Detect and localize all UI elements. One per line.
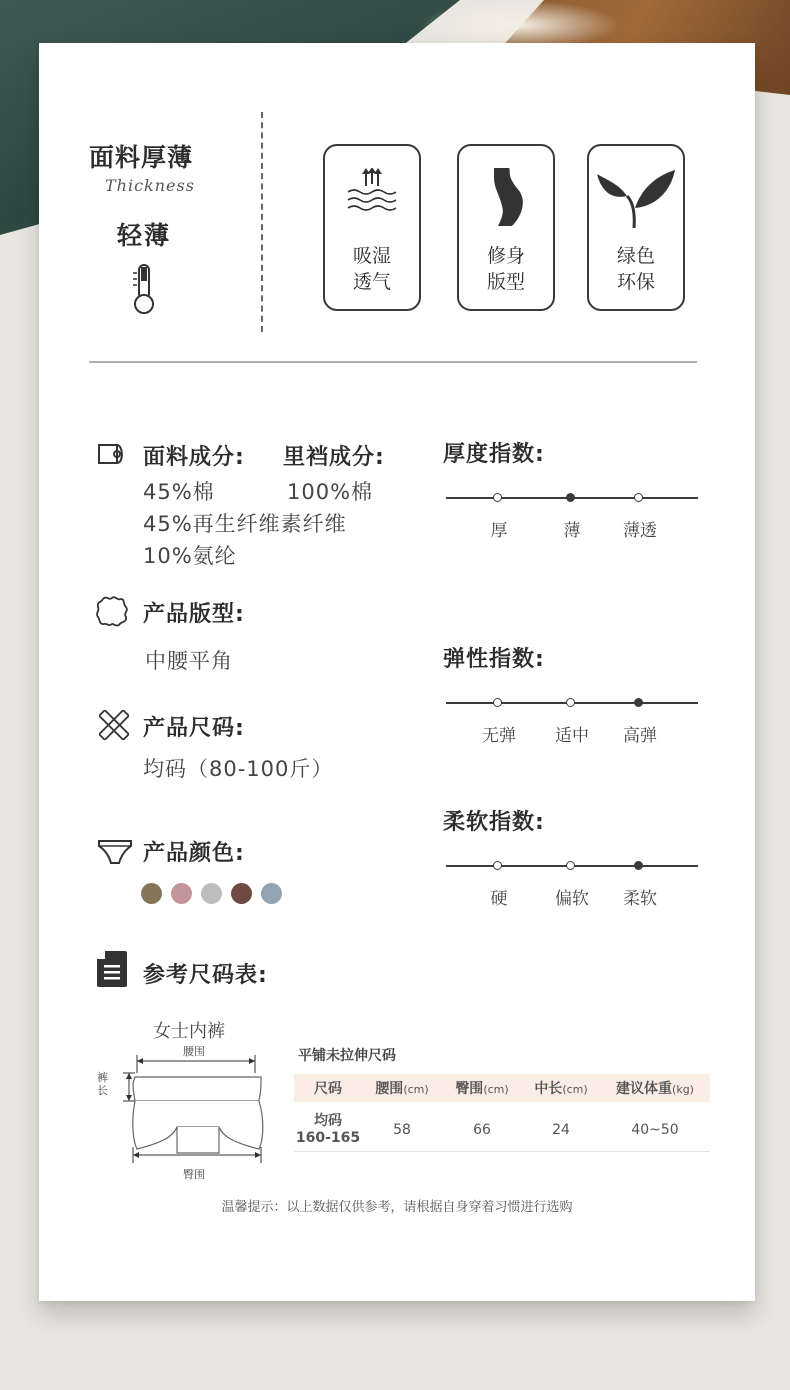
cell-length: 24 — [552, 1121, 570, 1138]
fabric-line-3: 10%氨纶 — [143, 544, 237, 568]
header-hip: 臀围(cm) — [455, 1081, 509, 1097]
scale-dot — [493, 861, 502, 870]
scale-option: 柔软 — [623, 889, 657, 909]
feature-label-line2: 版型 — [486, 271, 525, 293]
lining-value: 100%棉 — [287, 480, 374, 504]
cell-waist: 58 — [393, 1121, 411, 1138]
header-size: 尺码 — [314, 1081, 342, 1097]
scale-dot — [566, 698, 575, 707]
size-value: 均码（80-100斤） — [143, 757, 334, 781]
header-weight: 建议体重(kg) — [616, 1081, 694, 1097]
feature-label-line1: 吸湿 — [352, 245, 391, 267]
scale-dot — [566, 861, 575, 870]
scale-dot-selected — [634, 861, 643, 870]
tip-note: 温馨提示：以上数据仅供参考，请根据自身穿着习惯进行选购 — [221, 1200, 573, 1215]
leaf-sprout-icon — [597, 168, 675, 230]
scale-dot-selected — [634, 698, 643, 707]
feature-breathable — [323, 144, 421, 311]
softness-index-title: 柔软指数: — [443, 810, 545, 835]
cell-weight: 40~50 — [631, 1121, 679, 1138]
thickness-subtitle: Thickness — [105, 176, 195, 195]
scale-option: 适中 — [555, 726, 589, 746]
table-caption: 平铺未拉伸尺码 — [298, 1048, 396, 1064]
underwear-icon — [97, 838, 133, 866]
scale-option: 偏软 — [555, 889, 589, 909]
color-label: 产品颜色: — [143, 841, 245, 866]
header-length: 中长(cm) — [534, 1081, 588, 1097]
thickness-value: 轻薄 — [117, 221, 172, 250]
softness-index-scale — [446, 865, 698, 867]
color-swatch[interactable] — [201, 883, 222, 904]
thickness-title: 面料厚薄 — [89, 143, 194, 172]
flower-badge-icon — [95, 595, 129, 627]
color-swatches — [141, 883, 282, 904]
hip-label: 臀围 — [183, 1168, 205, 1181]
scale-option: 高弹 — [623, 726, 657, 746]
scale-option: 薄透 — [623, 521, 657, 541]
fabric-label: 面料成分: — [143, 445, 245, 470]
color-swatch[interactable] — [141, 883, 162, 904]
scale-dot — [493, 698, 502, 707]
underwear-diagram — [111, 1051, 271, 1167]
document-icon — [95, 949, 129, 989]
color-swatch[interactable] — [261, 883, 282, 904]
header-waist: 腰围(cm) — [375, 1081, 429, 1097]
diagram-title: 女士内裤 — [153, 1021, 225, 1042]
feature-label-line2: 透气 — [352, 271, 391, 293]
waist-label: 腰围 — [183, 1045, 205, 1058]
scale-option: 硬 — [490, 889, 508, 909]
feature-eco — [587, 144, 685, 311]
scale-dot — [493, 493, 502, 502]
thickness-index-title: 厚度指数: — [443, 442, 545, 467]
fabric-line-2: 45%再生纤维素纤维 — [143, 512, 347, 536]
product-detail-card — [39, 43, 755, 1301]
feature-label-line1: 修身 — [486, 245, 525, 267]
fabric-line-1: 45%棉 — [143, 480, 215, 504]
scale-dot-selected — [566, 493, 575, 502]
feature-label-line1: 绿色 — [616, 245, 655, 267]
feature-label-line2: 环保 — [616, 271, 655, 293]
size-chart-heading: 参考尺码表: — [143, 963, 268, 988]
thermometer-icon — [131, 263, 157, 315]
scale-dot — [634, 493, 643, 502]
feature-slim-fit — [457, 144, 555, 311]
lining-label: 里裆成分: — [283, 445, 385, 470]
elasticity-index-title: 弹性指数: — [443, 647, 545, 672]
scale-option: 厚 — [490, 521, 508, 541]
fit-label: 产品版型: — [143, 602, 245, 627]
table-row — [294, 1108, 710, 1152]
size-label: 产品尺码: — [143, 716, 245, 741]
color-swatch[interactable] — [231, 883, 252, 904]
moisture-arrows-icon — [346, 168, 398, 214]
length-label: 裤 长 — [97, 1071, 108, 1097]
divider-horizontal — [89, 361, 697, 363]
fit-value: 中腰平角 — [145, 649, 233, 673]
body-silhouette-icon — [484, 166, 528, 228]
elasticity-index-scale — [446, 702, 698, 704]
ruler-pencil-icon — [99, 710, 129, 740]
cell-size: 均码 160-165 — [295, 1112, 361, 1146]
scale-option: 薄 — [563, 521, 581, 541]
color-swatch[interactable] — [171, 883, 192, 904]
scale-option: 无弹 — [482, 726, 516, 746]
fabric-roll-icon — [97, 439, 127, 469]
thickness-index-scale — [446, 497, 698, 499]
divider-vertical — [261, 112, 263, 332]
table-header-row — [294, 1074, 710, 1102]
cell-hip: 66 — [473, 1121, 491, 1138]
